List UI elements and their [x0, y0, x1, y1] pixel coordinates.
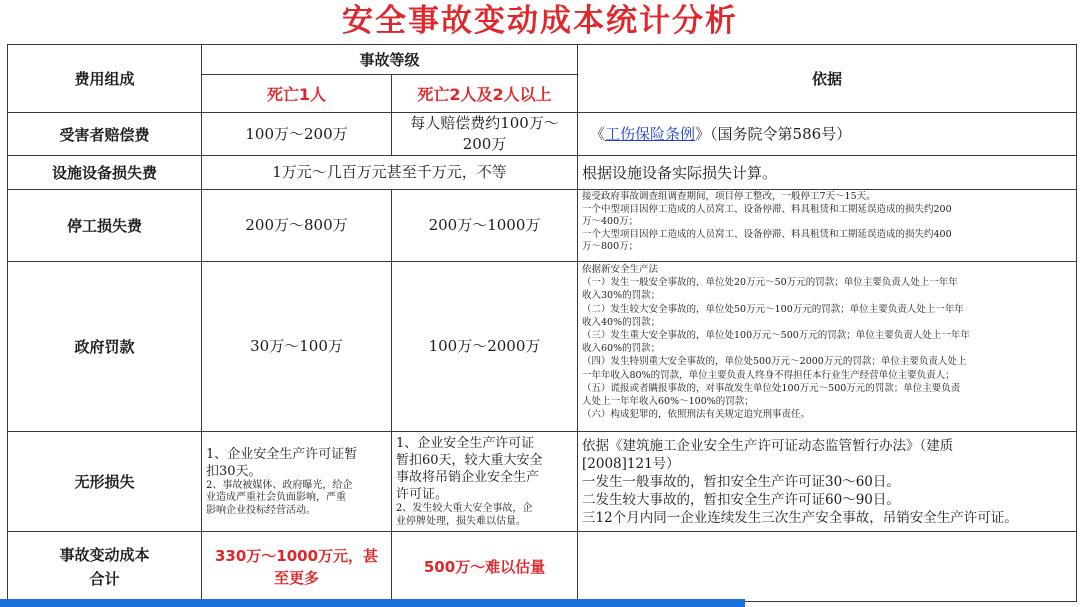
page-title: 安全事故变动成本统计分析 — [342, 3, 738, 39]
table-row — [8, 262, 1077, 432]
total-two: 500万～难以估量 — [392, 532, 578, 602]
bottom-accent-bar — [0, 599, 745, 607]
downtime-basis: 接受政府事故调查组调查期间，项目停工整改，一般停工7天～15天。 一个中型项目因停工造成的人员窝工、设备停滞、料具租赁和工期延误造成的损失约200 万～400万； 一个大型项目因停工造成的人员窝工、设备停滞、料具租赁和工期延误造成的损失约400 万～800万； — [578, 190, 1077, 262]
regulation-link[interactable]: 工伤保险条例 — [605, 125, 696, 143]
table-row — [8, 532, 1077, 602]
cost-table — [7, 44, 1077, 602]
header-cost-component: 费用组成 — [8, 45, 202, 113]
fine-one: 30万～100万 — [202, 262, 392, 432]
intangible-basis: 依据《建筑施工企业安全生产许可证动态监管暂行办法》（建质 [2008]121号） 一发生一般事故的，暂扣安全生产许可证30～60日。 二发生较大事故的，暂扣安全生产许可证60～90日。 三12个月内同一企业连续发生三次生产安全事故，吊销安全生产许可证。 — [578, 432, 1077, 532]
row-label-intangible: 无形损失 — [8, 432, 202, 532]
total-basis — [578, 532, 1077, 602]
header-level-one: 死亡1人 — [202, 75, 392, 113]
row-label-fine: 政府罚款 — [8, 262, 202, 432]
victim-two: 每人赔偿费约100万～ 200万 — [392, 113, 578, 156]
table-row — [8, 156, 1077, 190]
intangible-two: 1、企业安全生产许可证 暂扣60天，较大重大安全 事故将吊销企业安全生产 许可证。 2、发生较大重大安全事故，企 业停牌处理，损失难以估量。 — [392, 432, 578, 532]
victim-basis: 《工伤保险条例》（国务院令第586号） — [578, 113, 1077, 156]
total-one: 330万～1000万元，甚 至更多 — [202, 532, 392, 602]
header-basis: 依据 — [578, 45, 1077, 113]
row-label-total: 事故变动成本 合计 — [8, 532, 202, 602]
facility-merged: 1万元～几百万元甚至千万元，不等 — [202, 156, 578, 190]
fine-basis: 依据新安全生产法 （一）发生一般安全事故的，单位处20万元～50万元的罚款；单位主要负责人处上一年年 收入30%的罚款； （二）发生较大安全事故的，单位处50万元～100万元的罚款；单位主要负责人处上一年年 收入40%的罚款； （三）发生重大安全事故的，单位处100万元～500万元的罚款；单位主要负责人处上一年年 收入60%的罚款； （四）发生特别重大安全事故的，单位处500万元～2000万元的罚款；单位主要负责人处上 一年年收入80%的罚款，单位主要负责人终身不得担任本行业生产经营单位主要负责人； （五）谎报或者瞒报事故的，对事故发生单位处100万元～500万元的罚款；单位主要负责 人处上一年年收入60%～100%的罚款； （六）构成犯罪的，依照刑法有关规定追究刑事责任。 — [578, 262, 1077, 432]
facility-basis: 根据设施设备实际损失计算。 — [578, 156, 1077, 190]
downtime-one: 200万～800万 — [202, 190, 392, 262]
downtime-two: 200万～1000万 — [392, 190, 578, 262]
header-level-two: 死亡2人及2人以上 — [392, 75, 578, 113]
intangible-one: 1、企业安全生产许可证暂 扣30天。 2、事故被媒体、政府曝光，给企 业造成严重社会负面影响，严重 影响企业投标经营活动。 — [202, 432, 392, 532]
row-label-facility: 设施设备损失费 — [8, 156, 202, 190]
table-row — [8, 113, 1077, 156]
header-accident-level: 事故等级 — [202, 45, 578, 75]
victim-one: 100万～200万 — [202, 113, 392, 156]
table-row — [8, 190, 1077, 262]
fine-two: 100万～2000万 — [392, 262, 578, 432]
row-label-victim: 受害者赔偿费 — [8, 113, 202, 156]
table-row — [8, 432, 1077, 532]
row-label-downtime: 停工损失费 — [8, 190, 202, 262]
